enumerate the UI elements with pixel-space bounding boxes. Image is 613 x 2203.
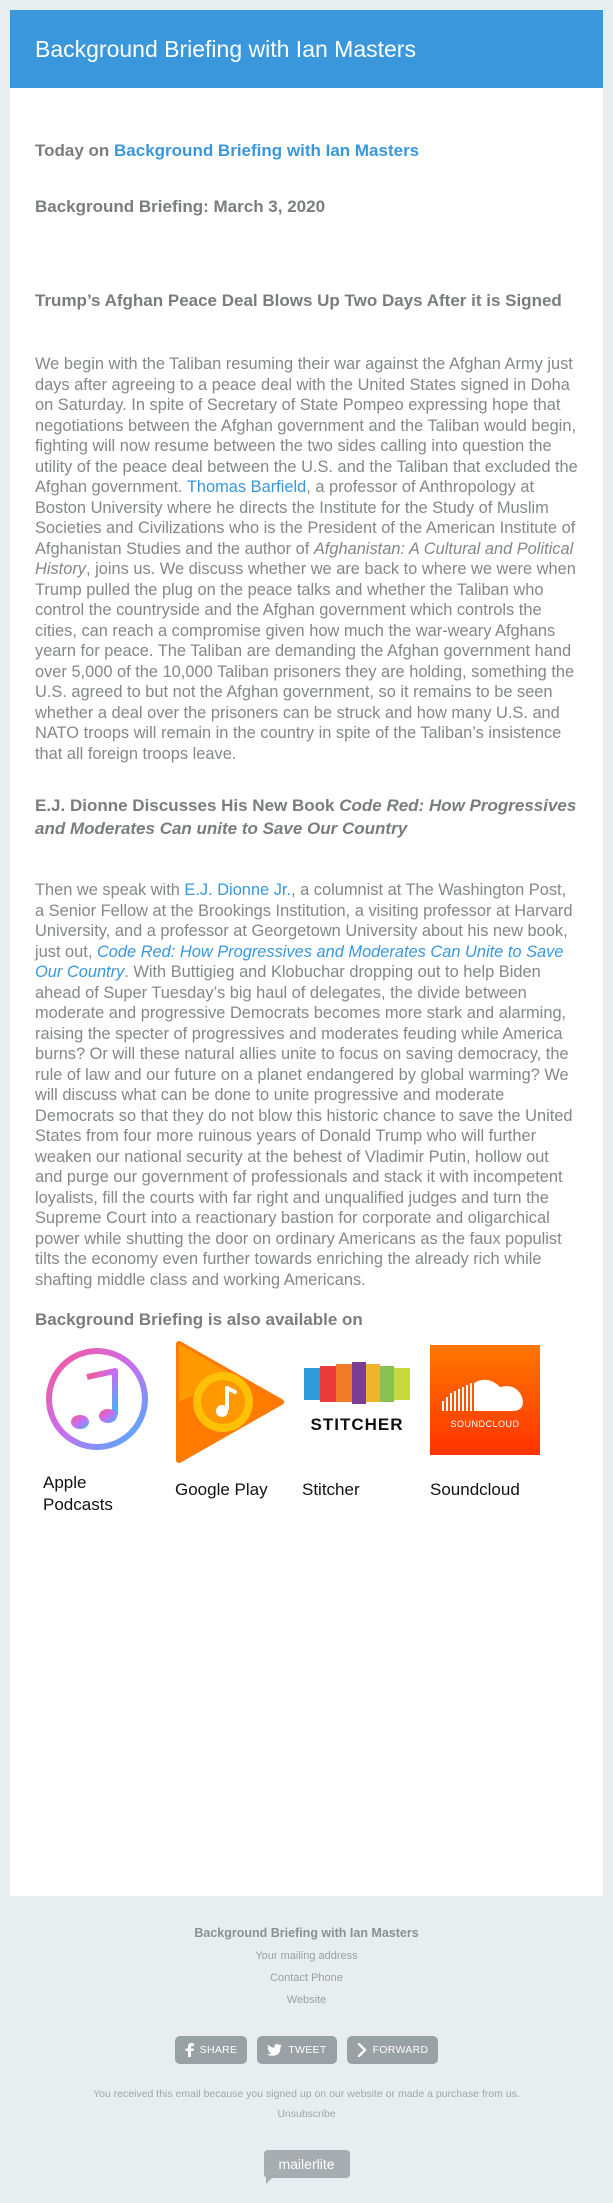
intro-line (35, 141, 578, 161)
segment1-body (35, 354, 578, 764)
footer-website[interactable]: Website (286, 1994, 327, 2006)
segment2-body (35, 880, 578, 1290)
forward-button[interactable] (347, 2036, 439, 2064)
email-card (10, 10, 603, 1896)
segment1-text-3: , joins us. We discuss whether we are back to where we were when Trump pulled the plug on the peace talks and whether the Taliban who control the countryside and the Afghan government which controls the cities, can reach a compromise given how much the war-weary Afghans yearn for peace. The Taliban are demanding the Afghan government hand over 5,000 of the 10,000 Taliban prisoners they are holding, something the U.S. agreed to but not the Afghan government, so it remains to be seen whether a deal over the prisoners can be struck and how many U.S. and NATO troops will remain in the country in spite of the Taliban’s insistence that all foreign troops leave. (35, 560, 576, 763)
unsubscribe-link[interactable]: Unsubscribe (277, 2108, 336, 2120)
forward-label: FORWARD (372, 2044, 429, 2056)
book-title-afghanistan: Afghanistan: A Cultural and Political History (35, 539, 574, 578)
intro-prefix: Today on (35, 141, 110, 160)
apple-podcasts-icon (43, 1345, 151, 1453)
segment1-headline: Trump’s Afghan Peace Deal Blows Up Two Days After it is Signed (35, 291, 562, 310)
chevron-right-icon (357, 2043, 367, 2057)
segment2-text-1: Then we speak with (35, 881, 180, 899)
share-button[interactable] (175, 2036, 248, 2064)
book-link-code-red[interactable]: Code Red: How Progressives and Moderates Can Unite to Save Our Country (35, 942, 564, 981)
podcast-apps (35, 1342, 578, 1532)
stitcher-label: Stitcher (302, 1480, 360, 1499)
apple-podcasts-label: Apple Podcasts (43, 1473, 113, 1514)
segment2-headline-prefix: E.J. Dionne Discusses His New Book (35, 796, 335, 815)
mailerlite-badge[interactable] (264, 2150, 350, 2180)
email-footer (0, 1896, 613, 2203)
segment2-headline-book: Code Red: How Progressives and Moderates Can unite to Save Our Country (35, 796, 577, 838)
footer-note: You received this email because you signed up on our website or made a purchase from us. (93, 2088, 520, 2100)
google-play-music-icon (175, 1340, 285, 1464)
email-header (10, 10, 603, 88)
facebook-icon (185, 2043, 194, 2057)
share-label: SHARE (199, 2044, 238, 2056)
badge-tail (266, 2176, 274, 2184)
segment1-text-2: , a professor of Anthropology at Boston University where he directs the Institute for the Study of Muslim Societies and Civilizations who is the President of the American Institute of Afghanistan Studies and the author of (35, 478, 576, 558)
header-title: Background Briefing with Ian Masters (35, 36, 416, 62)
segment2-text-2: , a columnist at The Washington Post, a Senior Fellow at the Brookings Institution, a visiting professor at Harvard University, and a professor at Georgetown University about his new book, just out, (35, 881, 573, 961)
email-content (10, 141, 603, 1532)
guest-link-barfield[interactable]: Thomas Barfield (186, 478, 307, 496)
soundcloud-icon (430, 1345, 540, 1455)
guest-link-dionne[interactable]: E.J. Dionne Jr. (184, 881, 292, 899)
segment1-text-1: We begin with the Taliban resuming their war against the Afghan Army just days after agreeing to a peace deal with the United States signed in Doha on Saturday. In spite of Secretary of State Pompeo expressing hope that negotiations between the Afghan government and the Taliban would begin, fighting will now resume between the two sides calling into question the utility of the peace deal between the U.S. and the Taliban that excluded the Afghan government. (35, 355, 578, 496)
stitcher-icon (302, 1362, 414, 1434)
footer-title: Background Briefing with Ian Masters (194, 1926, 419, 1940)
footer-address: Your mailing address (255, 1950, 358, 1962)
soundcloud-label: Soundcloud (430, 1480, 520, 1499)
show-link[interactable]: Background Briefing with Ian Masters (114, 141, 420, 160)
tweet-label: TWEET (288, 2044, 327, 2056)
twitter-icon (267, 2044, 282, 2056)
soundcloud-logo-text: SOUNDCLOUD (450, 1419, 520, 1429)
tweet-button[interactable] (257, 2036, 336, 2064)
mailerlite-logo: mailerlite (264, 2150, 350, 2178)
footer-phone: Contact Phone (270, 1972, 343, 1984)
segment2-headline (35, 794, 578, 840)
segment2-text-3: . With Buttigieg and Klobuchar dropping out to help Biden ahead of Super Tuesday’s big haul of delegates, the divide between moderate and progressive Democrats becomes more stark and alarming, raising the specter of progressives and moderates feuding while America burns? Or will these natural allies unite to focus on saving democracy, the rule of law and our future on a planet endangered by global warming? We will discuss what can be done to unite progressive and moderate Democrats so that they do not blow this historic chance to save the United States from four more ruinous years of Donald Trump who will further weaken our national security at the behest of Vladimir Putin, hollow out and purge our government of professionals and stack it with incompetent loyalists, fill the courts with far right and unqualified judges and turn the Supreme Court into a reactionary bastion for corporate and oligarchical power while shutting the door on ordinary Americans as the faux populist tilts the economy even further towards enriching the already rich while shafting middle class and working Americans. (35, 963, 573, 1289)
share-buttons (0, 2036, 613, 2066)
availability-heading: Background Briefing is also available on (35, 1310, 363, 1329)
google-play-label: Google Play (175, 1480, 268, 1499)
stitcher-logo-text: STITCHER (310, 1415, 404, 1434)
episode-date: Background Briefing: March 3, 2020 (35, 197, 326, 216)
